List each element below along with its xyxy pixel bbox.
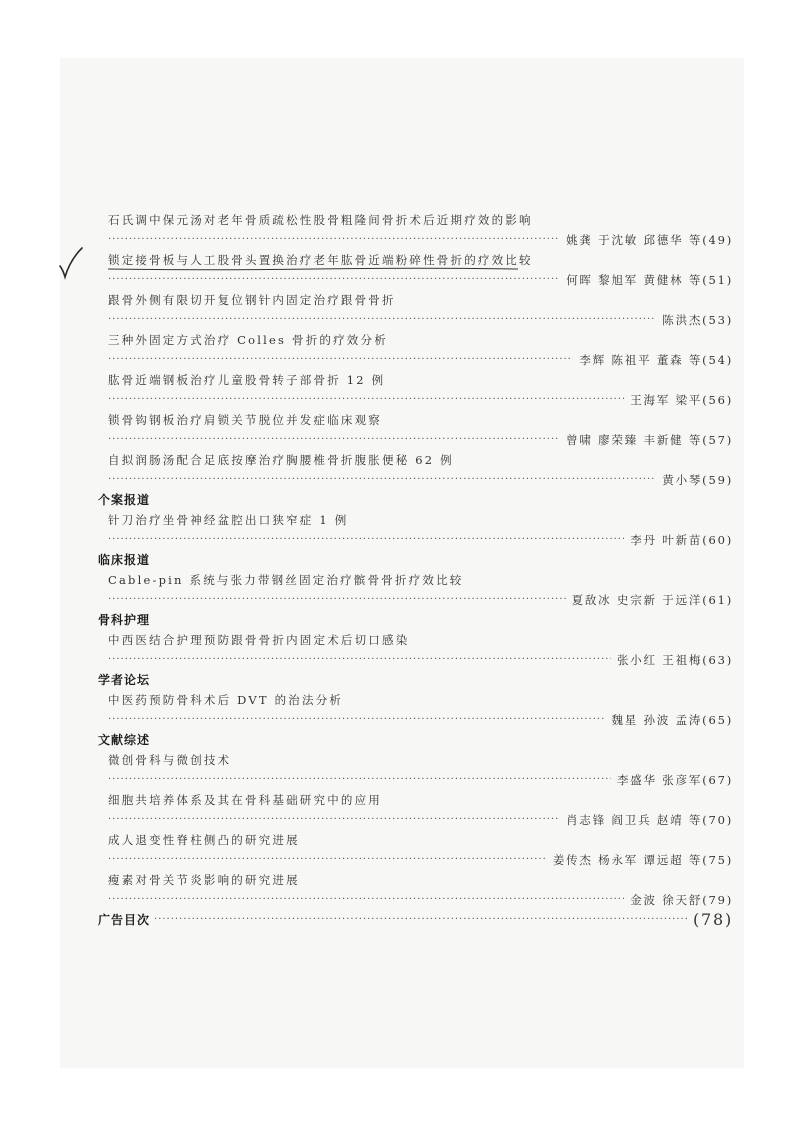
entry-authors: 李辉 陈祖平 董森 等(54)	[579, 353, 733, 367]
dot-leader	[108, 650, 611, 670]
entry-title: 锁定接骨板与人工股骨头置换治疗老年肱骨近端粉碎性骨折的疗效比较	[108, 253, 533, 267]
entry-leader	[78, 470, 733, 490]
entry-authors: 姜传杰 杨永军 谭远超 等(75)	[552, 853, 733, 867]
toc-entry[interactable]	[78, 510, 733, 550]
toc-entry[interactable]	[78, 450, 733, 490]
entry-title: 细胞共培养体系及其在骨科基础研究中的应用	[108, 793, 382, 807]
toc-entry[interactable]	[78, 750, 733, 790]
entry-title: 微创骨科与微创技术	[108, 753, 232, 767]
entry-authors: 金波 徐天舒(79)	[630, 893, 733, 907]
toc-entry[interactable]	[78, 330, 733, 370]
dot-leader	[108, 890, 624, 910]
toc-entry[interactable]	[78, 570, 733, 610]
entry-leader	[78, 810, 733, 830]
entry-authors: 肖志锋 阎卫兵 赵靖 等(70)	[566, 813, 733, 827]
toc-entry[interactable]	[78, 830, 733, 870]
dot-leader	[108, 270, 560, 290]
entry-leader	[78, 890, 733, 910]
entry-authors: 曾啸 廖荣臻 丰新健 等(57)	[566, 433, 733, 447]
toc-entry[interactable]	[78, 290, 733, 330]
dot-leader	[108, 390, 624, 410]
entry-leader	[78, 770, 733, 790]
section-heading-advertising-index: 广告目次	[98, 913, 151, 927]
entry-leader	[78, 850, 733, 870]
entry-title: 针刀治疗坐骨神经盆腔出口狭窄症 1 例	[108, 513, 349, 527]
dot-leader	[108, 310, 656, 330]
dot-leader	[108, 810, 560, 830]
entry-leader	[78, 430, 733, 450]
entry-title: 三种外固定方式治疗 Colles 骨折的疗效分析	[108, 333, 388, 347]
dot-leader	[108, 710, 605, 730]
dot-leader	[108, 850, 547, 870]
entry-leader	[78, 590, 733, 610]
entry-title: 锁骨钩钢板治疗肩锁关节脱位并发症临床观察	[108, 413, 382, 427]
entry-title: 石氏调中保元汤对老年骨质疏松性股骨粗隆间骨折术后近期疗效的影响	[108, 213, 533, 227]
entry-authors: 陈洪杰(53)	[662, 313, 733, 327]
entry-title: 中医药预防骨科术后 DVT 的治法分析	[108, 693, 344, 707]
toc-entry[interactable]	[78, 370, 733, 410]
entry-title: Cable-pin 系统与张力带钢丝固定治疗髌骨骨折疗效比较	[108, 573, 464, 587]
dot-leader	[108, 430, 560, 450]
dot-leader	[108, 350, 573, 370]
toc-entry[interactable]	[78, 690, 733, 730]
entry-leader	[78, 230, 733, 250]
entry-leader	[78, 310, 733, 330]
dot-leader	[108, 590, 566, 610]
section-heading-orthopedic-nursing: 骨科护理	[98, 613, 151, 627]
entry-leader	[78, 270, 733, 290]
section-heading-literature-review: 文献综述	[98, 733, 151, 747]
dot-leader	[108, 470, 656, 490]
entry-title: 自拟润肠汤配合足底按摩治疗胸腰椎骨折腹胀便秘 62 例	[108, 453, 454, 467]
entry-authors: 李丹 叶新苗(60)	[630, 533, 733, 547]
dot-leader	[108, 770, 611, 790]
entry-leader	[78, 390, 733, 410]
entry-authors: 何晖 黎旭军 黄健林 等(51)	[566, 273, 733, 287]
entry-authors: 魏星 孙波 孟涛(65)	[611, 713, 733, 727]
entry-authors: 张小红 王祖梅(63)	[616, 653, 733, 667]
toc-entry[interactable]	[78, 410, 733, 450]
entry-authors: 姚龚 于沈敏 邱德华 等(49)	[566, 233, 733, 247]
toc-entry-annotated[interactable]	[78, 250, 733, 290]
handwritten-underline	[108, 267, 518, 271]
entry-authors: 王海军 梁平(56)	[630, 393, 733, 407]
entry-title: 跟骨外侧有限切开复位钢针内固定治疗跟骨骨折	[108, 293, 396, 307]
section-heading-case-reports: 个案报道	[98, 493, 151, 507]
toc-entry-advertising-index[interactable]	[78, 910, 733, 930]
entry-authors: 李盛华 张彦军(67)	[616, 773, 733, 787]
entry-authors: 夏敌冰 史宗新 于远洋(61)	[571, 593, 733, 607]
dot-leader	[108, 530, 624, 550]
entry-title: 瘦素对骨关节炎影响的研究进展	[108, 873, 300, 887]
entry-leader	[78, 650, 733, 670]
entry-leader	[78, 710, 733, 730]
entry-title: 肱骨近端钢板治疗儿童股骨转子部骨折 12 例	[108, 373, 386, 387]
toc-entry[interactable]	[78, 630, 733, 670]
dot-leader	[108, 230, 560, 250]
toc-entry[interactable]	[78, 210, 733, 250]
entry-authors: 黄小琴(59)	[662, 473, 733, 487]
entry-title: 成人退变性脊柱侧凸的研究进展	[108, 833, 300, 847]
toc-entry[interactable]	[78, 870, 733, 910]
dot-leader	[154, 910, 687, 930]
entry-leader	[78, 530, 733, 550]
table-of-contents	[78, 210, 733, 930]
section-heading-scholar-forum: 学者论坛	[98, 673, 151, 687]
toc-entry[interactable]	[78, 790, 733, 830]
advert-page-number: (78)	[692, 910, 733, 929]
section-heading-clinical-reports: 临床报道	[98, 553, 151, 567]
entry-leader	[78, 350, 733, 370]
handwritten-check-icon	[58, 246, 84, 280]
entry-title: 中西医结合护理预防跟骨骨折内固定术后切口感染	[108, 633, 410, 647]
